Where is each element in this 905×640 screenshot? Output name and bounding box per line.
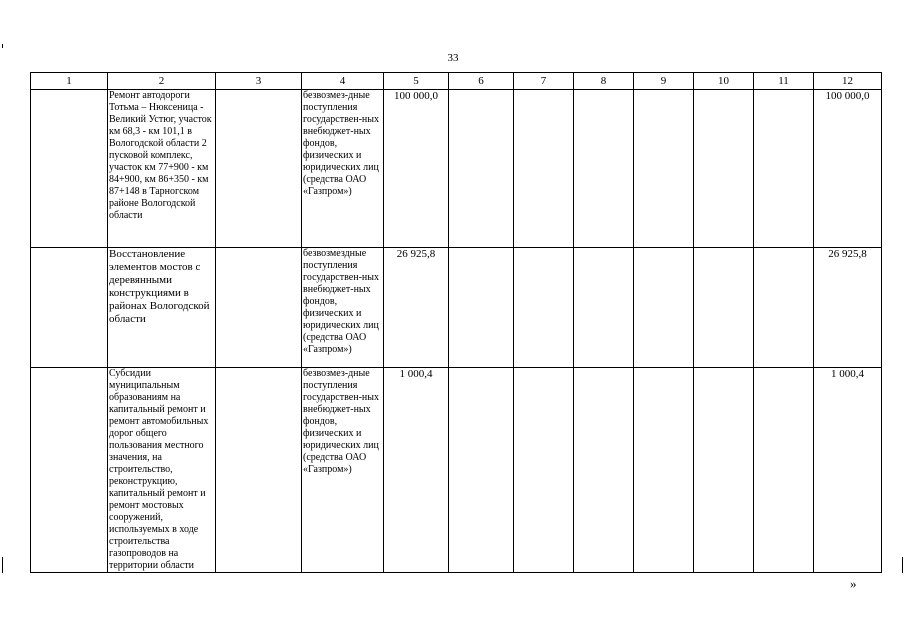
cell-col11 bbox=[754, 248, 814, 368]
column-header-1: 1 bbox=[31, 73, 108, 90]
cell-col11 bbox=[754, 90, 814, 248]
column-header-12: 12 bbox=[814, 73, 882, 90]
column-header-9: 9 bbox=[634, 73, 694, 90]
cell-col6 bbox=[449, 368, 514, 573]
column-header-6: 6 bbox=[449, 73, 514, 90]
cell-description: Ремонт автодороги Тотьма – Нюксеница - Великий Устюг, участок км 68,3 - км 101,1 в Вологодской области 2 пусковой комплекс, участок км 77+900 - км 84+900, км 86+350 - км 87+148 в Тарногском районе Вологодской области bbox=[108, 90, 216, 248]
cell-col8 bbox=[574, 368, 634, 573]
cell-col7 bbox=[514, 368, 574, 573]
cell-col9 bbox=[634, 368, 694, 573]
cell-col1 bbox=[31, 368, 108, 573]
page-number: 33 bbox=[447, 52, 459, 64]
column-header-3: 3 bbox=[216, 73, 302, 90]
cell-col6 bbox=[449, 90, 514, 248]
cell-col3 bbox=[216, 368, 302, 573]
cell-col9 bbox=[634, 248, 694, 368]
cell-total: 100 000,0 bbox=[814, 90, 882, 248]
cell-description: Субсидии муниципальным образованиям на капитальный ремонт и ремонт автомобильных дорог общего пользования местного значения, на строительство, реконструкцию, капитальный ремонт и ремонт мостовых сооружений, используемых в ходе строительства газопроводов на территории области bbox=[108, 368, 216, 573]
cell-col9 bbox=[634, 90, 694, 248]
column-header-2: 2 bbox=[108, 73, 216, 90]
table-row bbox=[31, 248, 882, 368]
cell-col8 bbox=[574, 248, 634, 368]
scan-edge-mark bbox=[2, 44, 3, 48]
cell-col6 bbox=[449, 248, 514, 368]
cell-col10 bbox=[694, 90, 754, 248]
cell-funding-source: безвозмездные поступления государствен-ных внебюджет-ных фондов, физических и юридических лиц (средства ОАО «Газпром») bbox=[302, 248, 384, 368]
cell-total: 1 000,4 bbox=[814, 368, 882, 573]
cell-funding-source: безвозмез-дные поступления государствен-ных внебюджет-ных фондов, физических и юридических лиц (средства ОАО «Газпром») bbox=[302, 368, 384, 573]
budget-table bbox=[30, 72, 882, 573]
cell-col7 bbox=[514, 248, 574, 368]
cell-amount: 26 925,8 bbox=[384, 248, 449, 368]
cell-funding-source: безвозмез-дные поступления государствен-ных внебюджет-ных фондов, физических и юридических лиц (средства ОАО «Газпром») bbox=[302, 90, 384, 248]
closing-quote-mark: » bbox=[850, 576, 857, 591]
cell-col3 bbox=[216, 248, 302, 368]
scan-edge-mark bbox=[2, 557, 3, 573]
cell-col7 bbox=[514, 90, 574, 248]
cell-col1 bbox=[31, 90, 108, 248]
scan-edge-mark bbox=[902, 557, 903, 573]
cell-col10 bbox=[694, 248, 754, 368]
cell-description: Восстановление элементов мостов с деревянными конструкциями в районах Вологодской области bbox=[108, 248, 216, 368]
cell-col1 bbox=[31, 248, 108, 368]
cell-amount: 1 000,4 bbox=[384, 368, 449, 573]
table-row bbox=[31, 368, 882, 573]
column-header-11: 11 bbox=[754, 73, 814, 90]
cell-col11 bbox=[754, 368, 814, 573]
cell-col3 bbox=[216, 90, 302, 248]
column-header-8: 8 bbox=[574, 73, 634, 90]
cell-col8 bbox=[574, 90, 634, 248]
column-header-4: 4 bbox=[302, 73, 384, 90]
column-header-7: 7 bbox=[514, 73, 574, 90]
header-row bbox=[31, 73, 882, 90]
cell-col10 bbox=[694, 368, 754, 573]
cell-amount: 100 000,0 bbox=[384, 90, 449, 248]
cell-total: 26 925,8 bbox=[814, 248, 882, 368]
table-row bbox=[31, 90, 882, 248]
column-header-5: 5 bbox=[384, 73, 449, 90]
column-header-10: 10 bbox=[694, 73, 754, 90]
